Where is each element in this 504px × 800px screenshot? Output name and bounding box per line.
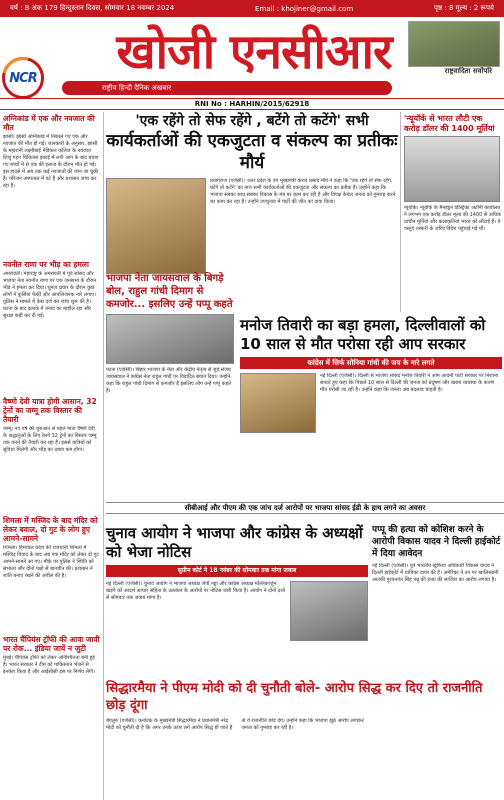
- page-info: पृष्ठ : 8 मूल्य : 2 रूपये: [433, 4, 494, 12]
- ncr-logo: NCR: [2, 57, 44, 99]
- bottom-headline: सिद्धारमैया ने पीएम मोदी को दी चुनौती बोले- आरोप सिद्ध कर दिए तो राजनीति छोड़ दूंगा: [106, 681, 483, 713]
- ed-headline: सीबीआई और पीएम की एक जांच दर्ज आरोपों पर भाजपा सांसद ईडी के हाथ लगने का अवसर: [106, 502, 504, 514]
- left-article-5: [3, 635, 100, 711]
- manoj-headline: मनोज तिवारी का बड़ा हमला, दिल्लीवालों को 10 साल से मौत परोसा रही आप सरकार: [240, 316, 486, 353]
- election-headline: चुनाव आयोग ने भाजपा और कांग्रेस के अध्यक्षों को भेजा नोटिस: [106, 524, 363, 561]
- article-heading: शिमला में मस्जिद के बाद मंदिर को लेकर बवाल, दो गुट के लोग हुए आमने-सामने: [3, 516, 98, 543]
- article-photo: [404, 136, 500, 202]
- email-address: Email : khojiner@gmail.com: [255, 4, 354, 13]
- election-text: नई दिल्ली (एजेंसी)। चुनाव आयोग ने भाजपा अध्यक्ष जेपी नड्डा और कांग्रेस अध्यक्ष मल्लिकार्जुन खड़गे को आदर्श आचार संहिता के उल्लंघन के आरोपों पर नोटिस जारी किया है। आयोग ने दोनों दलों से सोमवार तक जवाब मांगा है।: [106, 581, 286, 601]
- lead-photo: [106, 178, 206, 274]
- article-heading: नवनीत राणा पर भीड़ का हमला: [3, 260, 89, 269]
- tagline: राष्ट्रीय हिन्दी दैनिक अखबार: [62, 81, 392, 95]
- bjp-photo: [106, 314, 234, 364]
- edition-info: वर्ष : 8 अंक 179 हिन्दुस्तान दिवस, सोमवार 18 नवम्बर 2024: [10, 4, 175, 12]
- motto: राष्ट्रवादिता सर्वोपरि: [444, 67, 492, 75]
- manoj-photo: [240, 373, 316, 433]
- article-text: जम्मू। नए वर्ष की शुरुआत से पहले माता वैष्णो देवी के श्रद्धालुओं के लिए रेलवे 32 ट्रेनों का विस्तार जम्मू तक करने की तैयारी कर रहा है। इससे यात्रियों को सुविधा मिलेगी और भीड़ का दबाव कम होगा।: [3, 426, 97, 453]
- left-news-column: [0, 112, 104, 800]
- right-news-column: [400, 112, 504, 312]
- article-text: झांसी। झांसी अग्निकांड में निकाले गए एक और नवजात की मौत हो गई। जानकारी के अनुसार, झांसी के महारानी लक्ष्मीबाई मेडिकल कॉलेज के नवजात शिशु गहन चिकित्सा इकाई में लगी आग के बाद बचाए गए बच्चों में से एक की इलाज के दौरान मौत हो गई। इस हादसे में अब तक कई नवजातों की जान जा चुकी है। परिजन अस्पताल में डटे हैं और प्रशासन जांच कर रहा है।: [3, 134, 99, 189]
- newspaper-title: खोजी एनसीआर: [116, 24, 392, 80]
- edition-bar: [0, 0, 504, 17]
- congress-strip: कांग्रेस में सिर्फ सोनिया गांधी की जय के नारे लगते: [240, 357, 502, 369]
- lead-headline-line1: 'एक रहेंगे तो सेफ रहेंगे , बटेंगे तो कटेंगे' सभी: [135, 113, 369, 129]
- article-heading: 'न्यूयॉर्क से भारत लौटी एक करोड़ डॉलर की 1400 मूर्तियां: [404, 114, 495, 133]
- article-text: अमरावती। महाराष्ट्र के अमरावती में पूर्व सांसद और भाजपा नेता नवनीत राणा पर एक जनसभा के दौरान भीड़ ने हमला कर दिया। चुनाव प्रचार के दौरान कुछ लोगों ने कुर्सियां फेंकीं और आपत्तिजनक नारे लगाए। पुलिस ने मामले में केस दर्ज कर जांच शुरू की है। घटना के बाद इलाके में तनाव का माहौल रहा और सुरक्षा कड़ी कर दी गई।: [3, 271, 97, 319]
- election-strip: सुप्रीम कोर्ट ने 18 नवंबर की सोमवार तक मांगा जवाब: [106, 565, 368, 577]
- pannu-headline: पप्पू की हत्या को कोशिश करने के आरोपी विकास यादव ने दिल्ली हाईकोर्ट में दिया आवेदन: [372, 525, 501, 559]
- manoj-story: [240, 316, 502, 443]
- masthead-photo: [408, 21, 500, 67]
- left-article-3: [3, 397, 100, 510]
- article-heading: वैष्णो देवी यात्रा होगी आसान, 32 ट्रेनों का जम्मू तक विस्तार की तैयारी: [3, 397, 97, 424]
- rni-number: RNI No : HARHIN/2015/62918: [0, 98, 504, 110]
- bjp-text: पटना (एजेंसी)। बिहार भाजपा के नेता और केंद्रीय नेतृत्व से जुड़े संजय जायसवाल ने कांग्रेस नेता राहुल गांधी पर विवादित बयान दिया। उन्होंने कहा कि राहुल गांधी दिमाग से कमजोर हैं इसलिए लोग उन्हें पप्पू कहते हैं।: [106, 367, 232, 394]
- article-text: शिमला। हिमाचल प्रदेश की राजधानी शिमला में मस्जिद विवाद के बाद अब एक मंदिर को लेकर दो गुट आमने-सामने आ गए। मौके पर पुलिस ने स्थिति को संभाला और दोनों पक्षों से बातचीत की। प्रशासन ने शांति बनाए रखने की अपील की है।: [3, 545, 99, 579]
- article-text: मुंबई। चैंपियंस ट्रॉफी को लेकर अनिश्चितता बनी हुई है। भारत सरकार ने टीम को पाकिस्तान भेजने से इनकार किया है और आईसीसी इस पर निर्णय लेगी।: [3, 655, 95, 675]
- bjp-headline: भाजपा नेता जायसवाल के बिगड़े बोल, राहुल गांधी दिमाग से कमजोर... इसलिए उन्हें पप्पू कहते: [106, 273, 233, 310]
- bjp-story: [106, 272, 236, 437]
- article-text: न्यूयॉर्क। न्यूयॉर्क के मैनहट्टन डिस्ट्रिक्ट अटॉर्नी कार्यालय ने लगभग एक करोड़ डॉलर मूल्य की 1400 से अधिक प्राचीन मूर्तियां और कलाकृतियां भारत को लौटाई हैं। ये वस्तुएं तस्करी के जरिए विदेश पहुंचाई गई थीं।: [404, 205, 501, 232]
- article-heading: अग्निकांड में एक और नवजात की मौत: [3, 114, 95, 132]
- bottom-text: बेंगलुरु (एजेंसी)। कर्नाटक के मुख्यमंत्री सिद्धारमैया ने प्रधानमंत्री नरेंद्र मोदी को चुनौती दी है कि अगर उनके ऊपर लगे आरोप सिद्ध हो जाते हैं तो वे राजनीति छोड़ देंगे। उन्होंने कहा कि भाजपा झूठे आरोप लगाकर जनता को गुमराह कर रही है।: [106, 718, 364, 731]
- bottom-story: [106, 680, 504, 798]
- masthead: [0, 17, 504, 97]
- election-story: [106, 524, 368, 651]
- pannu-story: [372, 524, 502, 643]
- left-article-4: [3, 516, 100, 629]
- left-article-1: [3, 114, 100, 254]
- left-article-2: [3, 260, 100, 391]
- pannu-text: नई दिल्ली (एजेंसी)। पूर्व भारतीय खुफिया अधिकारी विकास यादव ने दिल्ली हाईकोर्ट में याचिका दायर की है। अमेरिका ने उन पर खालिस्तानी आतंकी गुरपतवंत सिंह पन्नू की हत्या की साजिश का आरोप लगाया है।: [372, 563, 499, 583]
- manoj-text: नई दिल्ली (एजेंसी)। दिल्ली से भाजपा सांसद मनोज तिवारी ने आम आदमी पार्टी सरकार पर निशाना साधते हुए कहा कि पिछले 10 साल से दिल्ली की जनता को प्रदूषण और खराब व्यवस्था के कारण मौत परोसी जा रही है। उन्होंने कहा कि जनता अब बदलाव चाहती है।: [320, 373, 499, 393]
- election-photo: [290, 581, 368, 641]
- lead-headline-line2: कार्यकर्ताओं की एकजुटता व संकल्प का प्रतीकः मौर्य: [106, 131, 398, 173]
- lead-text: प्रयागराज (एजेंसी)। उत्तर प्रदेश के उप मुख्यमंत्री केशव प्रसाद मौर्य ने कहा कि 'एक रहेंगे तो सेफ रहेंगे, बटेंगे तो कटेंगे' का नारा सभी कार्यकर्ताओं की एकजुटता और संकल्प का प्रतीक है। उन्होंने कहा कि भाजपा सबका साथ सबका विकास के मंत्र पर काम कर रही है और विपक्ष केवल जनता को गुमराह करने का काम कर रहा है। उन्होंने उपचुनाव में पार्टी की जीत का दावा किया।: [210, 178, 396, 205]
- article-heading: भारत चैंपियंस ट्रॉफी की आवा जावी पर रोक... इंडिया जायें न जुटी: [3, 635, 100, 653]
